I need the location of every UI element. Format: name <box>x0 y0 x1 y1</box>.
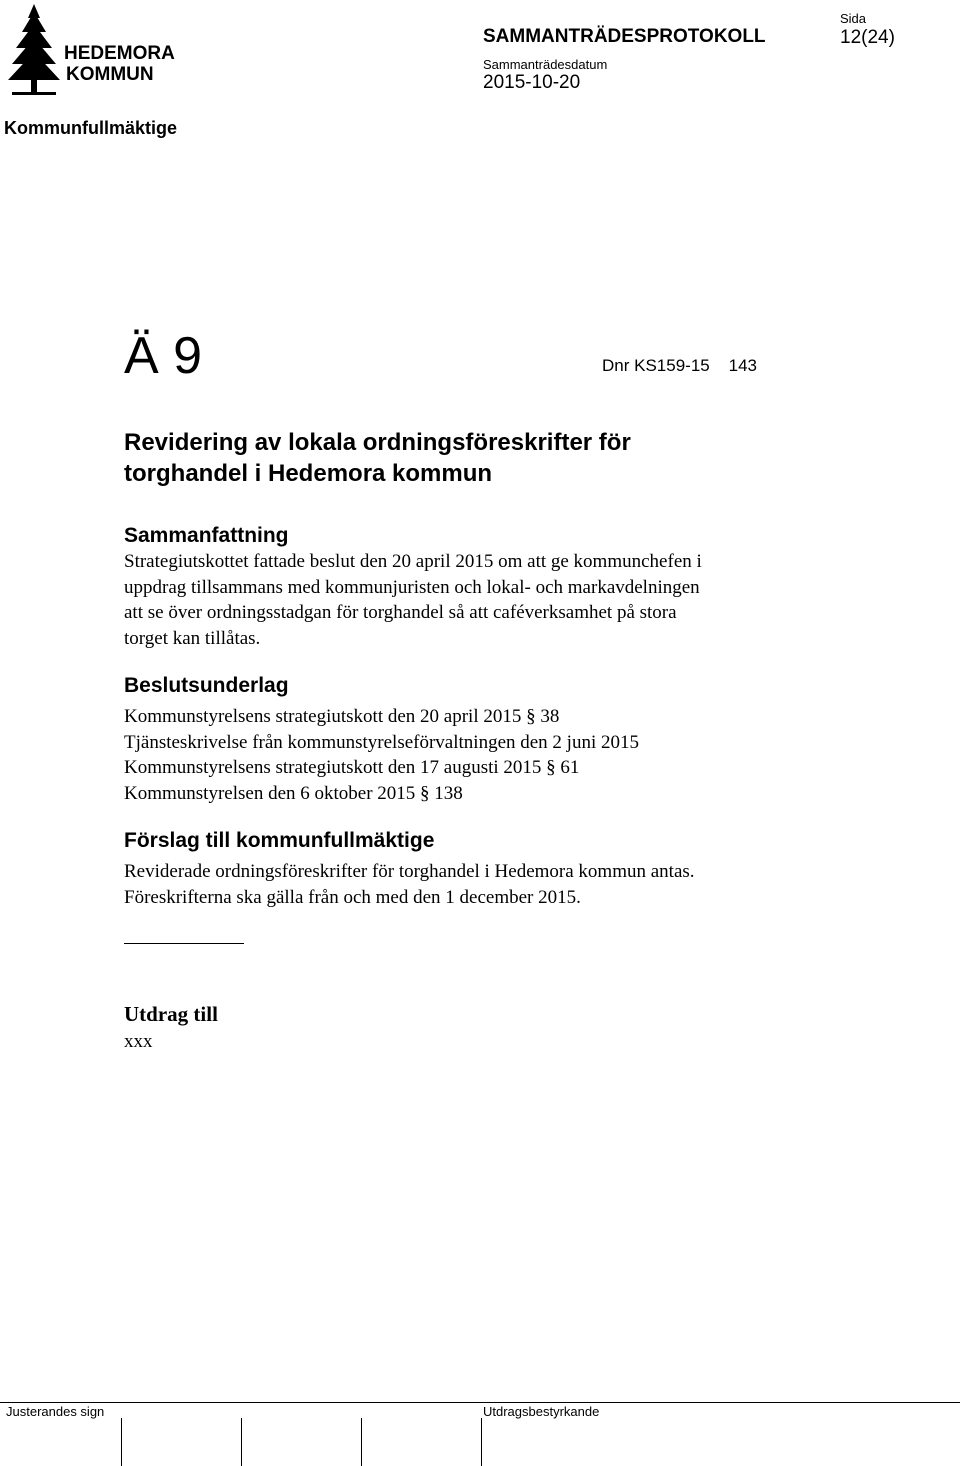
extract-heading: Utdrag till <box>124 1002 218 1026</box>
footer-divider <box>0 1402 960 1403</box>
section-number: Ä 9 <box>124 327 203 385</box>
meeting-date-label: Sammanträdesdatum <box>483 57 608 72</box>
adjuster-signature-label: Justerandes sign <box>6 1404 105 1419</box>
document-type: SAMMANTRÄDESPROTOKOLL <box>483 26 766 47</box>
decision-basis-heading: Beslutsunderlag <box>124 674 289 697</box>
summary-text <box>124 549 824 651</box>
decision-basis-item: Kommunstyrelsens strategiutskott den 17 augusti 2015 § 61 <box>124 757 580 778</box>
proposal-line: Föreskrifterna ska gälla från och med den 1 december 2015. <box>124 886 581 908</box>
summary-line: att se över ordningsstadgan för torghandel så att caféverksamhet på stora <box>124 602 677 623</box>
page-number: 12(24) <box>840 27 895 48</box>
meeting-date: 2015-10-20 <box>483 72 581 93</box>
page-label: Sida <box>840 11 867 26</box>
section-title-line: torghandel i Hedemora kommun <box>124 460 493 487</box>
decision-basis-item: Kommunstyrelsens strategiutskott den 20 april 2015 § 38 <box>124 706 560 727</box>
extract-recipients: xxx <box>124 1031 153 1052</box>
logo-wordmark-line-1: HEDEMORA <box>64 43 175 64</box>
registration-number: Dnr KS159-15 143 <box>602 356 757 375</box>
decision-basis-item: Tjänsteskrivelse från kommunstyrelseförvaltningen den 2 juni 2015 <box>124 731 639 753</box>
extract-certification-label: Utdragsbestyrkande <box>483 1404 600 1419</box>
municipality-logo <box>4 2 176 98</box>
summary-line: Strategiutskottet fattade beslut den 20 april 2015 om att ge kommunchefen i <box>124 551 702 572</box>
proposal-text <box>124 859 824 910</box>
section-title-line: Revidering av lokala ordningsföreskrifter för <box>124 429 631 456</box>
summary-line: uppdrag tillsammans med kommunjuristen och lokal- och markavdelningen <box>124 576 700 598</box>
summary-heading: Sammanfattning <box>124 524 289 547</box>
section-divider <box>124 943 244 944</box>
body-name: Kommunfullmäktige <box>4 118 178 138</box>
signature-box-divider <box>361 1418 362 1466</box>
signature-box-divider <box>121 1418 122 1466</box>
decision-basis-list <box>124 704 824 806</box>
summary-line: torget kan tillåtas. <box>124 627 261 649</box>
signature-box-divider <box>481 1418 482 1466</box>
tree-icon <box>8 4 60 95</box>
proposal-heading: Förslag till kommunfullmäktige <box>124 829 435 852</box>
signature-box-divider <box>241 1418 242 1466</box>
decision-basis-item: Kommunstyrelsen den 6 oktober 2015 § 138 <box>124 782 463 804</box>
logo-wordmark-line-2: KOMMUN <box>66 64 154 85</box>
section-title <box>124 427 824 489</box>
proposal-line: Reviderade ordningsföreskrifter för torghandel i Hedemora kommun antas. <box>124 861 695 882</box>
